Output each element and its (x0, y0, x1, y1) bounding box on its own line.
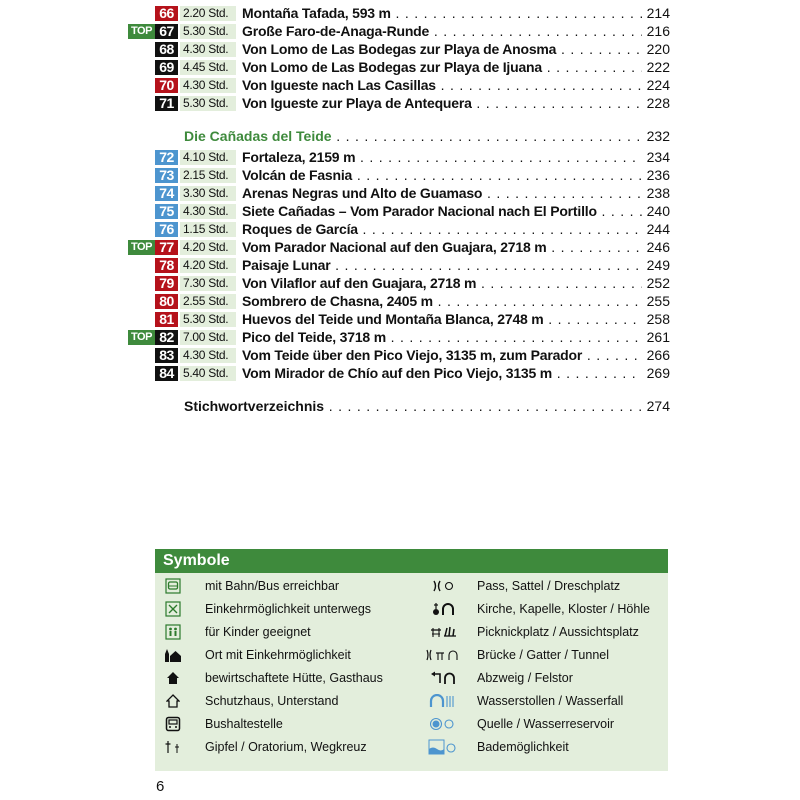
tour-title: Von Igueste zur Playa de Antequera . . . (242, 94, 642, 112)
tour-duration: 4.30 Std. (180, 348, 236, 363)
tour-title: Von Igueste nach Las Casillas . . . (242, 76, 642, 94)
bus-stop-icon (155, 716, 191, 732)
tour-title: Pico del Teide, 3718 m . . . (242, 328, 642, 346)
tour-page: 255 (646, 293, 670, 309)
tour-number: 80 (155, 294, 178, 309)
page-number: 6 (156, 778, 165, 795)
shelter-icon (155, 694, 191, 708)
top-badge: TOP (128, 330, 155, 345)
legend-item (419, 644, 609, 666)
tour-page: 252 (646, 275, 670, 291)
tour-duration: 4.30 Std. (180, 78, 236, 93)
legend-label: für Kinder geeignet (205, 625, 311, 639)
legend-item (155, 575, 339, 597)
tour-page: 216 (646, 23, 670, 39)
legend-label: Quelle / Wasserreservoir (477, 717, 615, 731)
tour-number: 73 (155, 168, 178, 183)
tour-page: 240 (646, 203, 670, 219)
toc-entry (128, 310, 670, 328)
village-icon (155, 648, 191, 662)
top-badge: TOP (128, 24, 155, 39)
tour-duration: 2.20 Std. (180, 6, 236, 21)
tour-duration: 1.15 Std. (180, 222, 236, 237)
tour-title: Von Vilaflor auf den Guajara, 2718 m . . . (242, 274, 642, 292)
section-heading (128, 127, 670, 145)
legend-item (419, 575, 620, 597)
tour-duration: 5.30 Std. (180, 24, 236, 39)
junction-rock-icon (419, 671, 467, 685)
legend-label: Bademöglichkeit (477, 740, 569, 754)
toc-entry (128, 184, 670, 202)
legend-item (419, 598, 650, 620)
legend-label: bewirtschaftete Hütte, Gasthaus (205, 671, 383, 685)
tour-title: Montaña Tafada, 593 m . . . (242, 4, 642, 22)
tour-page: 269 (646, 365, 670, 381)
children-icon (155, 624, 191, 640)
tour-number: 74 (155, 186, 178, 201)
legend-label: mit Bahn/Bus erreichbar (205, 579, 340, 593)
tour-number: 77 (155, 240, 178, 255)
toc-entry (128, 346, 670, 364)
legend-label: Bushaltestelle (205, 717, 283, 731)
legend-label: Einkehrmöglichkeit unterwegs (205, 602, 372, 616)
legend-item (419, 621, 639, 643)
tour-duration: 4.30 Std. (180, 42, 236, 57)
tour-page: 244 (646, 221, 670, 237)
tour-duration: 7.30 Std. (180, 276, 236, 291)
hut-icon (155, 671, 191, 685)
tour-number: 75 (155, 204, 178, 219)
tour-number: 76 (155, 222, 178, 237)
toc-entry (128, 220, 670, 238)
tour-duration: 5.30 Std. (180, 312, 236, 327)
tour-title: Von Lomo de Las Bodegas zur Playa de Anosma . . . (242, 40, 642, 58)
legend-item (155, 667, 383, 689)
tour-page: 249 (646, 257, 670, 273)
toc-entry (128, 76, 670, 94)
tour-number: 71 (155, 96, 178, 111)
tour-page: 224 (646, 77, 670, 93)
tour-title: Paisaje Lunar . . . (242, 256, 642, 274)
legend-label: Schutzhaus, Unterstand (205, 694, 339, 708)
legend-item (419, 690, 623, 712)
legend-label: Gipfel / Oratorium, Wegkreuz (205, 740, 367, 754)
toc-entry (128, 274, 670, 292)
tour-page: 266 (646, 347, 670, 363)
tour-page: 214 (646, 5, 670, 21)
pass-icon (419, 579, 467, 593)
tour-title: Vom Parador Nacional auf den Guajara, 2718 m . . . (242, 238, 642, 256)
legend-label: Abzweig / Felstor (477, 671, 573, 685)
tour-title: Arenas Negras und Alto de Guamaso . . . (242, 184, 642, 202)
legend-item (155, 713, 283, 735)
tour-duration: 2.55 Std. (180, 294, 236, 309)
tour-title: Sombrero de Chasna, 2405 m . . . (242, 292, 642, 310)
tour-duration: 4.10 Std. (180, 150, 236, 165)
legend-item (155, 690, 338, 712)
tour-title: Große Faro-de-Anaga-Runde . . . (242, 22, 642, 40)
restaurant-icon (155, 601, 191, 617)
tour-duration: 7.00 Std. (180, 330, 236, 345)
tour-duration: 4.30 Std. (180, 204, 236, 219)
tour-title: Volcán de Fasnia . . . (242, 166, 642, 184)
legend-item (155, 644, 351, 666)
toc-entry (128, 94, 670, 112)
legend-label: Ort mit Einkehrmöglichkeit (205, 648, 351, 662)
top-badge: TOP (128, 240, 155, 255)
section-title: Die Cañadas del Teide . . . (184, 127, 642, 145)
tour-page: 234 (646, 149, 670, 165)
tour-title: Fortaleza, 2159 m . . . (242, 148, 642, 166)
tour-number: 82 (155, 330, 178, 345)
tour-number: 79 (155, 276, 178, 291)
tour-duration: 4.45 Std. (180, 60, 236, 75)
tour-page: 220 (646, 41, 670, 57)
legend-label: Picknickplatz / Aussichtsplatz (477, 625, 639, 639)
tour-duration: 5.30 Std. (180, 96, 236, 111)
legend-label: Brücke / Gatter / Tunnel (477, 648, 610, 662)
index-title: Stichwortverzeichnis . . . (184, 397, 642, 415)
tour-duration: 3.30 Std. (180, 186, 236, 201)
legend-label: Wasserstollen / Wasserfall (477, 694, 624, 708)
tour-number: 84 (155, 366, 178, 381)
legend-item (419, 667, 573, 689)
tour-title: Huevos del Teide und Montaña Blanca, 2748 m . . . (242, 310, 642, 328)
toc-entry (128, 58, 670, 76)
water-tunnel-icon (419, 694, 467, 708)
tour-title: Siete Cañadas – Vom Parador Nacional nach El Portillo . . . (242, 202, 642, 220)
legend-item (419, 736, 569, 758)
tour-number: 66 (155, 6, 178, 21)
toc-entry (128, 292, 670, 310)
section-page: 232 (646, 128, 670, 144)
tour-title: Vom Teide über den Pico Viejo, 3135 m, zum Parador . . . (242, 346, 642, 364)
tour-page: 261 (646, 329, 670, 345)
tour-page: 246 (646, 239, 670, 255)
toc-entry (128, 4, 670, 22)
legend-item (155, 621, 311, 643)
toc-entry (128, 22, 670, 40)
toc-entry (128, 166, 670, 184)
bridge-gate-tunnel-icon (419, 648, 467, 662)
tour-page: 238 (646, 185, 670, 201)
church-cave-icon (419, 602, 467, 616)
spring-icon (419, 717, 467, 731)
tour-number: 78 (155, 258, 178, 273)
legend-label: Pass, Sattel / Dreschplatz (477, 579, 621, 593)
tour-number: 70 (155, 78, 178, 93)
tour-duration: 5.40 Std. (180, 366, 236, 381)
bathing-icon (419, 739, 467, 755)
toc-entry (128, 202, 670, 220)
tour-duration: 4.20 Std. (180, 240, 236, 255)
tour-number: 83 (155, 348, 178, 363)
summit-cross-icon (155, 740, 191, 754)
tour-page: 222 (646, 59, 670, 75)
toc-entry (128, 328, 670, 346)
bus-train-icon (155, 578, 191, 594)
toc-entry (128, 40, 670, 58)
tour-number: 68 (155, 42, 178, 57)
tour-title: Vom Mirador de Chío auf den Pico Viejo, 3135 m . . . (242, 364, 642, 382)
toc-entry (128, 364, 670, 382)
tour-number: 81 (155, 312, 178, 327)
toc-entry (128, 148, 670, 166)
picnic-viewpoint-icon (419, 625, 467, 639)
tour-page: 258 (646, 311, 670, 327)
legend-item (419, 713, 614, 735)
legend-label: Kirche, Kapelle, Kloster / Höhle (477, 602, 651, 616)
index-entry (128, 397, 670, 415)
legend-item (155, 598, 371, 620)
index-page: 274 (646, 398, 670, 414)
symbol-legend (155, 549, 668, 771)
tour-page: 228 (646, 95, 670, 111)
tour-duration: 4.20 Std. (180, 258, 236, 273)
toc-entry (128, 238, 670, 256)
legend-item (155, 736, 367, 758)
toc-entry (128, 256, 670, 274)
tour-page: 236 (646, 167, 670, 183)
legend-header: Symbole (155, 549, 668, 573)
tour-number: 72 (155, 150, 178, 165)
tour-title: Von Lomo de Las Bodegas zur Playa de Ijuana . . . (242, 58, 642, 76)
tour-title: Roques de García . . . (242, 220, 642, 238)
tour-number: 67 (155, 24, 178, 39)
tour-number: 69 (155, 60, 178, 75)
tour-duration: 2.15 Std. (180, 168, 236, 183)
